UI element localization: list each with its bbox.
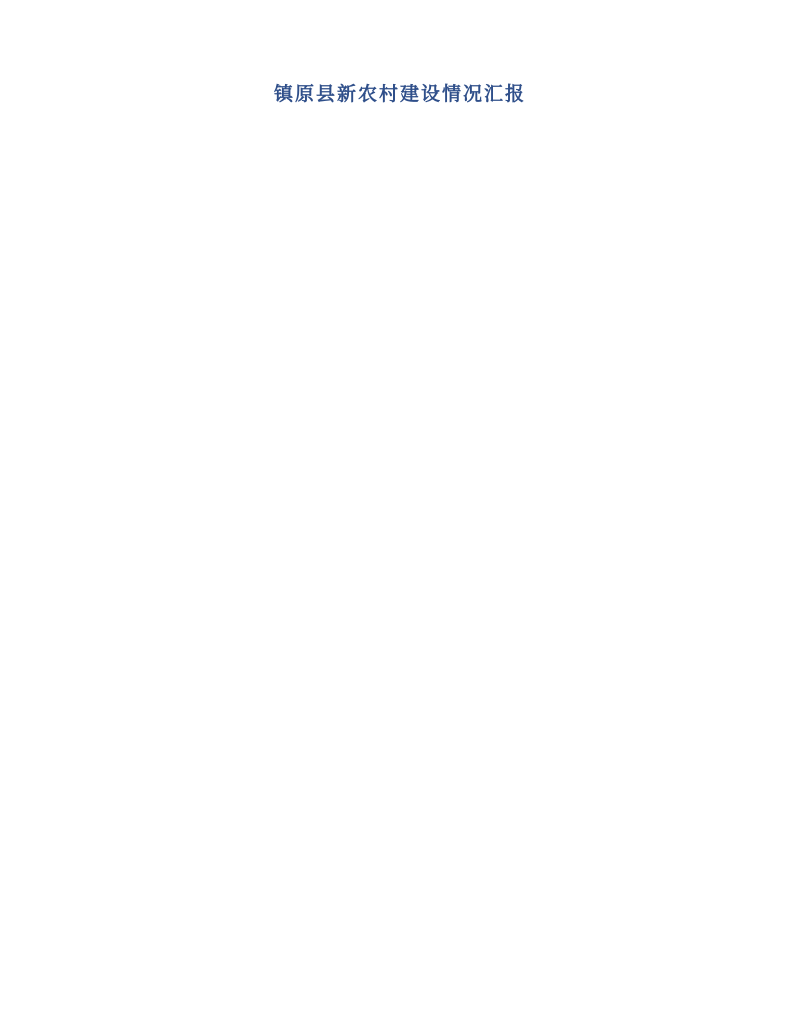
document-title: 镇原县新农村建设情况汇报 bbox=[273, 83, 526, 105]
